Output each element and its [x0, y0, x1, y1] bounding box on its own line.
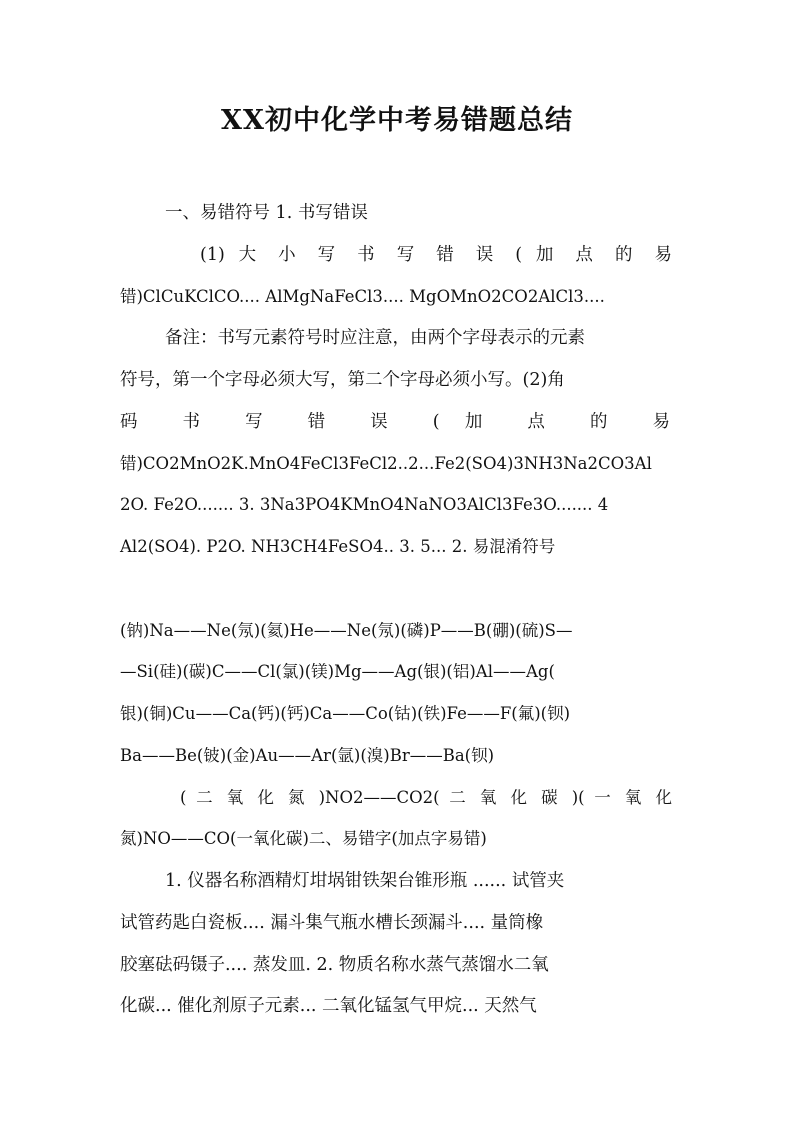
text-line-8: 2O. Fe2O....... 3. 3Na3PO4KMnO4NaNO3AlCl3Fe3O....... 4 [120, 495, 609, 514]
text-line-19: 化碳... 催化剂原子元素... 二氧化锰氢气甲烷... 天然气 [120, 996, 537, 1016]
text-line-17: 试管药匙白瓷板.... 漏斗集气瓶水槽长颈漏斗.... 量筒橡 [120, 913, 544, 933]
text-line-6: 码 书 写 错 误 ( 加 点 的 易 [120, 412, 670, 432]
document-title: XX初中化学中考易错题总结 [221, 105, 573, 136]
text-line-12: 银)(铜)Cu——Ca(钙)(钙)Ca——Co(钴)(铁)Fe——F(氟)(钡) [120, 704, 571, 723]
text-line-4: 备注：书写元素符号时应注意，由两个字母表示的元素 [165, 328, 585, 348]
text-line-1: 一、易错符号 1. 书写错误 [165, 203, 368, 223]
text-line-18: 胶塞砝码镊子.... 蒸发皿. 2. 物质名称水蒸气蒸馏水二氧 [120, 955, 549, 975]
text-line-2: (1) 大 小 写 书 写 错 误 ( 加 点 的 易 [200, 245, 672, 265]
text-line-9: Al2(SO4). P2O. NH3CH4FeSO4.. 3. 5... 2. 易混淆符号 [120, 537, 556, 556]
text-line-15: 氮)NO——CO(一氧化碳)二、易错字(加点字易错) [120, 829, 487, 848]
text-line-3: 错)ClCuKClCO.... AlMgNaFeCl3.... MgOMnO2CO2AlCl3.... [120, 287, 605, 306]
text-line-7: 错)CO2MnO2K.MnO4FeCl3FeCl2..2...Fe2(SO4)3NH3Na2CO3Al [120, 454, 652, 473]
text-line-5: 符号，第一个字母必须大写，第二个字母必须小写。(2)角 [120, 370, 565, 390]
text-line-13: Ba——Be(铍)(金)Au——Ar(氩)(溴)Br——Ba(钡) [120, 746, 495, 765]
text-line-10: (钠)Na——Ne(氖)(氦)He——Ne(氖)(磷)P——B(硼)(硫)S— [120, 621, 573, 640]
text-line-14: ( 二 氧 化 氮 )NO2——CO2( 二 氧 化 碳 )( 一 氧 化 [180, 788, 672, 807]
text-line-16: 1. 仪器名称酒精灯坩埚钳铁架台锥形瓶 ...... 试管夹 [165, 871, 565, 891]
text-line-11: —Si(硅)(碳)C——Cl(氯)(镁)Mg——Ag(银)(铝)Al——Ag( [120, 662, 555, 681]
